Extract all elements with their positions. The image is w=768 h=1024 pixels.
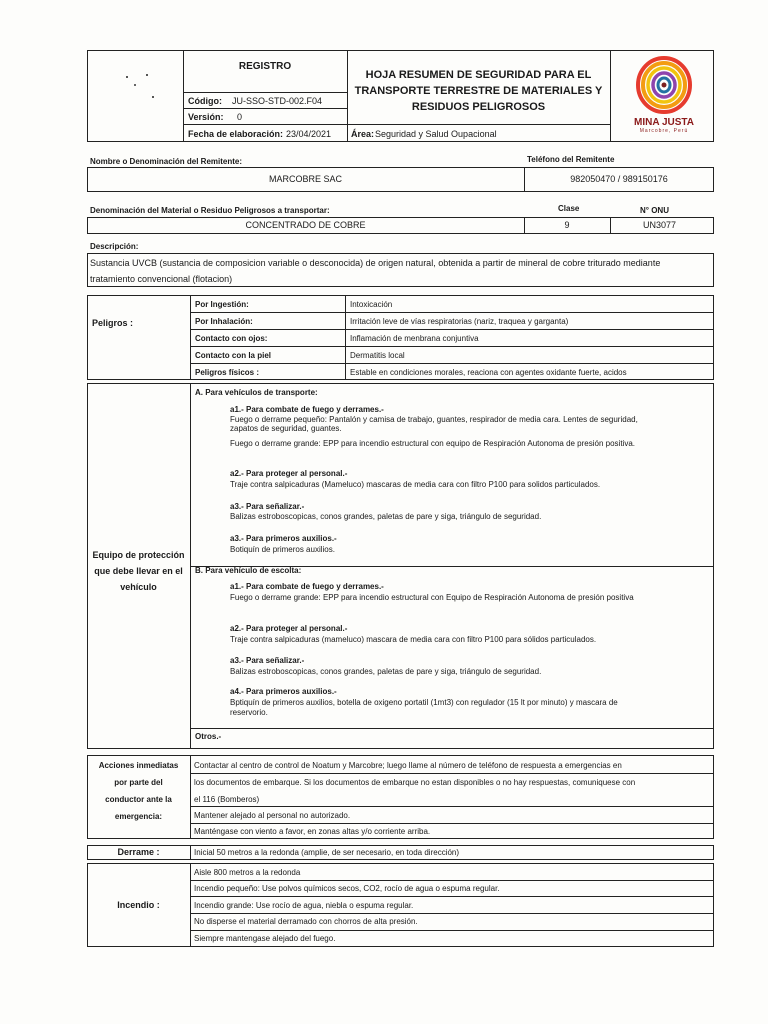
derrame-value: Inicial 50 metros a la redonda (amplie, de ser necesario, en toda dirección)	[194, 848, 460, 857]
incendio-line-2: Incendio pequeño: Use polvos químicos secos, CO2, rocío de agua o espuma regular.	[194, 884, 500, 893]
a1-line-1: Fuego o derrame pequeño: Pantalón y camisa de trabajo, guantes, respirador de media cara. Lentes de seguridad,	[230, 415, 638, 424]
clase-label: Clase	[558, 204, 580, 213]
peligro-value: Irritación leve de vías respiratorias (nariz, traquea y garganta)	[350, 317, 569, 326]
acciones-line-1: Contactar al centro de control de Noatum y Marcobre; luego llame al número de teléfono de respuesta a emergencias en	[194, 761, 622, 770]
b4-line-2: reservorio.	[230, 708, 268, 717]
fecha-label: Fecha de elaboración:	[188, 129, 284, 139]
onu-label: N° ONU	[640, 206, 669, 215]
remitente-label: Nombre o Denominación del Remitente:	[90, 157, 243, 166]
codigo-value: JU-SSO-STD-002.F04	[232, 96, 323, 106]
a1-title: a1.- Para combate de fuego y derrames.-	[230, 405, 384, 414]
b3-title: a3.- Para señalizar.-	[230, 656, 305, 665]
incendio-line-1: Aisle 800 metros a la redonda	[194, 868, 301, 877]
descripcion-line-2: tratamiento convencional (flotacion)	[90, 274, 233, 284]
peligro-key: Por Ingestión:	[195, 300, 249, 309]
acciones-line-3: el 116 (Bomberos)	[194, 795, 260, 804]
peligro-key: Por Inhalación:	[195, 317, 253, 326]
onu-value: UN3077	[643, 220, 677, 230]
acciones-line-4: Mantener alejado al personal no autorizado.	[194, 811, 351, 820]
b1-line-1: Fuego o derrame grande: EPP para incendio estructural con Equipo de Respiración Autonoma de presión positiva	[230, 593, 634, 602]
area-label: Área:	[351, 129, 375, 139]
incendio-line-5: Siempre mantengase alejado del fuego.	[194, 934, 336, 943]
peligro-value: Estable en condiciones morales, reaciona con agentes oxidante fuerte, acidos	[350, 368, 627, 377]
fecha-value: 23/04/2021	[286, 129, 332, 139]
equipo-label-line-1: Equipo de protección	[92, 550, 185, 560]
a1-line-3: Fuego o derrame grande: EPP para incendio estructural con equipo de Respiración Autonoma de presión positiva.	[230, 439, 635, 448]
section-b-title: B. Para vehículo de escolta:	[195, 566, 302, 575]
registro-label: REGISTRO	[238, 61, 292, 72]
telefono-label: Teléfono del Remitente	[527, 155, 615, 164]
section-a-title: A. Para vehículos de transporte:	[195, 388, 318, 397]
codigo-label: Código:	[188, 96, 222, 106]
remitente-value: MARCOBRE SAC	[268, 174, 342, 184]
document-title-line-3: RESIDUOS PELIGROSOS	[411, 101, 546, 113]
clase-value: 9	[564, 220, 570, 230]
peligro-key: Contacto con la piel	[195, 351, 272, 360]
incendio-line-4: No disperse el material derramado con chorros de alta presión.	[194, 917, 418, 926]
material-label: Denominación del Material o Residuo Peligrosos a transportar:	[90, 206, 330, 215]
incendio-line-3: Incendio grande: Use rocío de agua, niebla o espuma regular.	[194, 901, 414, 910]
equipo-label-line-3: vehículo	[120, 582, 157, 592]
b2-title: a2.- Para proteger al personal.-	[230, 624, 348, 633]
a4-line-1: Botiquín de primeros auxilios.	[230, 545, 335, 554]
descripcion-line-1: Sustancia UVCB (sustancia de composicion variable o desconocida) de origen natural, obtenida a partir de mineral de cobre triturado mediante	[90, 258, 661, 268]
peligro-key: Contacto con ojos:	[195, 334, 268, 343]
b2-line-1: Traje contra salpicaduras (mameluco) mascara de media cara con filtro P100 para sólidos particulados.	[230, 635, 597, 644]
otros-label: Otros.-	[195, 732, 222, 741]
acciones-label-line-4: emergencia:	[114, 812, 163, 821]
document-title-line-1: HOJA RESUMEN DE SEGURIDAD PARA EL	[365, 69, 592, 81]
b3-line-1: Balizas estroboscopicas, conos grandes, paletas de pare y siga, triángulo de seguridad.	[230, 667, 542, 676]
acciones-line-5: Manténgase con viento a favor, en zonas altas y/o corriente arriba.	[194, 827, 431, 836]
document-title-line-2: TRANSPORTE TERRESTRE DE MATERIALES Y	[354, 85, 603, 97]
logo-text: MINA JUSTA	[634, 117, 694, 128]
acciones-label-line-2: por parte del	[114, 778, 163, 787]
acciones-label-line-3: conductor ante la	[105, 795, 172, 804]
a3-title: a3.- Para señalizar.-	[230, 502, 305, 511]
equipo-label-line-2: que debe llevar en el	[94, 566, 183, 576]
peligro-value: Inflamación de menbrana conjuntiva	[350, 334, 479, 343]
a2-title: a2.- Para proteger al personal.-	[230, 469, 348, 478]
scan-marks	[120, 70, 160, 100]
a3-line-1: Balizas estroboscopicas, conos grandes, paletas de pare y siga, triángulo de seguridad.	[230, 512, 542, 521]
derrame-label: Derrame :	[117, 847, 160, 857]
logo-mark-icon	[620, 55, 708, 115]
incendio-label: Incendio :	[117, 900, 160, 910]
b4-line-1: Bptiquín de primeros auxilios, botella de oxigeno portatil (1mt3) con regulador (15 lt por minuto) y mascara de	[230, 698, 618, 707]
a2-line-1: Traje contra salpicaduras (Mameluco) mascaras de media cara con filtro P100 para solidos particulados.	[230, 480, 601, 489]
peligro-key: Peligros físicos :	[195, 368, 260, 377]
a4-title: a3.- Para primeros auxilios.-	[230, 534, 337, 543]
version-value: 0	[237, 112, 243, 122]
peligro-value: Intoxicación	[350, 300, 393, 309]
peligro-value: Dermatitis local	[350, 351, 405, 360]
version-label: Versión:	[188, 112, 224, 122]
a1-line-2: zapatos de seguridad, guantes.	[230, 424, 342, 433]
b1-title: a1.- Para combate de fuego y derrames.-	[230, 582, 384, 591]
descripcion-label: Descripción:	[90, 242, 139, 251]
material-value: CONCENTRADO DE COBRE	[245, 220, 366, 230]
telefono-value: 982050470 / 989150176	[570, 174, 668, 184]
acciones-label-line-1: Acciones inmediatas	[98, 761, 179, 770]
logo-subtext: Marcobre, Perú	[639, 128, 689, 134]
b4-title: a4.- Para primeros auxilios.-	[230, 687, 337, 696]
area-value: Seguridad y Salud Oupacional	[375, 129, 497, 139]
acciones-line-2: los documentos de embarque. Si los documentos de embarque no estan disponibles o no hay respuestas, comuniquese con	[194, 778, 636, 787]
mina-justa-logo	[620, 55, 708, 139]
peligros-label: Peligros :	[92, 318, 134, 328]
